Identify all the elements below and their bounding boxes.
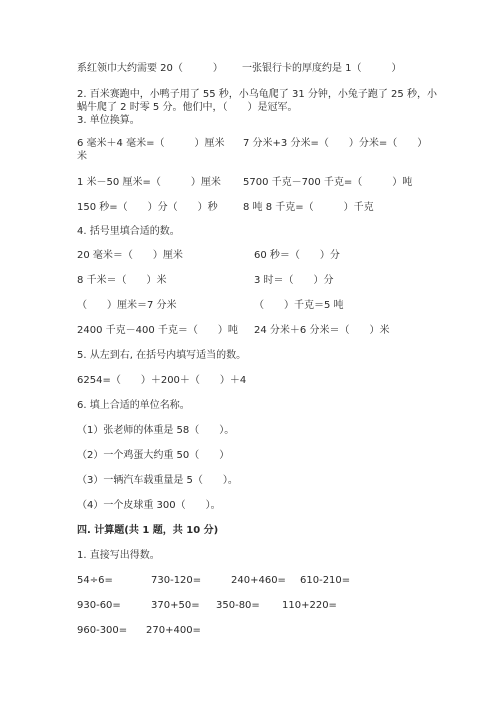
- q3-heading: 3. 单位换算。: [77, 115, 140, 126]
- q4-row2-right: 3 时＝（ ）分: [254, 275, 334, 286]
- q4-row1-right: 60 秒＝（ ）分: [254, 250, 340, 261]
- q6-item4: （4）一个皮球重 300（ ）。: [77, 500, 221, 511]
- calc-item: 370+50=: [151, 600, 200, 611]
- calc-item: 350-80=: [216, 600, 260, 611]
- q3-row2-right: 5700 千克－700 千克=（ ）吨: [243, 177, 413, 188]
- q1-card-text: 一张银行卡的厚度约是 1（ ）: [242, 63, 402, 74]
- calc-instruction: 1. 直接写出得数。: [77, 550, 160, 561]
- q2-line2: 蜗牛爬了 2 时零 5 分。他们中，（ ）是冠军。: [77, 102, 298, 113]
- q3-row3-left: 150 秒=（ ）分（ ）秒: [77, 202, 218, 213]
- q2-line1: 2. 百米赛跑中，小鸭子用了 55 秒，小乌龟爬了 31 分钟，小兔子跑了 25 秒，小: [77, 89, 437, 100]
- calc-item: 54÷6=: [77, 575, 113, 586]
- q6-item3: （3）一辆汽车载重量是 5（ ）。: [77, 475, 238, 486]
- section-4-heading: 四. 计算题(共 1 题，共 10 分): [77, 525, 219, 536]
- calc-item: 270+400=: [146, 625, 201, 636]
- q4-row1-left: 20 毫米＝（ ）厘米: [77, 250, 183, 261]
- q1-scarf-text: 系红领巾大约需要 20（ ）: [77, 63, 223, 74]
- calc-item: 930-60=: [77, 600, 121, 611]
- q3-row1-left: 6 毫米＋4 毫米=（ ）厘米: [77, 138, 225, 149]
- q6-item2: （2）一个鸡蛋大约重 50（ ）: [77, 450, 230, 461]
- q4-row3-right: （ ）千克＝5 吨: [254, 300, 344, 311]
- calc-item: 730-120=: [151, 575, 202, 586]
- calc-item: 960-300=: [77, 625, 128, 636]
- q6-item1: （1）张老师的体重是 58（ ）。: [77, 425, 235, 436]
- q4-heading: 4. 括号里填合适的数。: [77, 226, 180, 237]
- q5-equation: 6254=（ ）＋200＋（ ）＋4: [77, 375, 247, 386]
- q5-heading: 5. 从左到右, 在括号内填写适当的数。: [77, 350, 247, 361]
- q3-row2-left: 1 米－50 厘米=（ ）厘米: [77, 177, 221, 188]
- calc-item: 110+220=: [282, 600, 337, 611]
- q4-row3-left: （ ）厘米＝7 分米: [77, 300, 177, 311]
- q4-row2-left: 8 千米＝（ ）米: [77, 275, 167, 286]
- q3-row1-right: 7 分米+3 分米=（ ）分米=（ ）: [243, 138, 428, 149]
- q6-heading: 6. 填上合适的单位名称。: [77, 400, 190, 411]
- calc-item: 610-210=: [300, 575, 351, 586]
- q3-row1-wrap: 米: [77, 151, 87, 162]
- calc-item: 240+460=: [231, 575, 286, 586]
- q4-row4-left: 2400 千克－400 千克＝（ ）吨: [77, 325, 238, 336]
- q3-row3-right: 8 吨 8 千克=（ ）千克: [243, 202, 374, 213]
- q4-row4-right: 24 分米＋6 分米＝（ ）米: [254, 325, 390, 336]
